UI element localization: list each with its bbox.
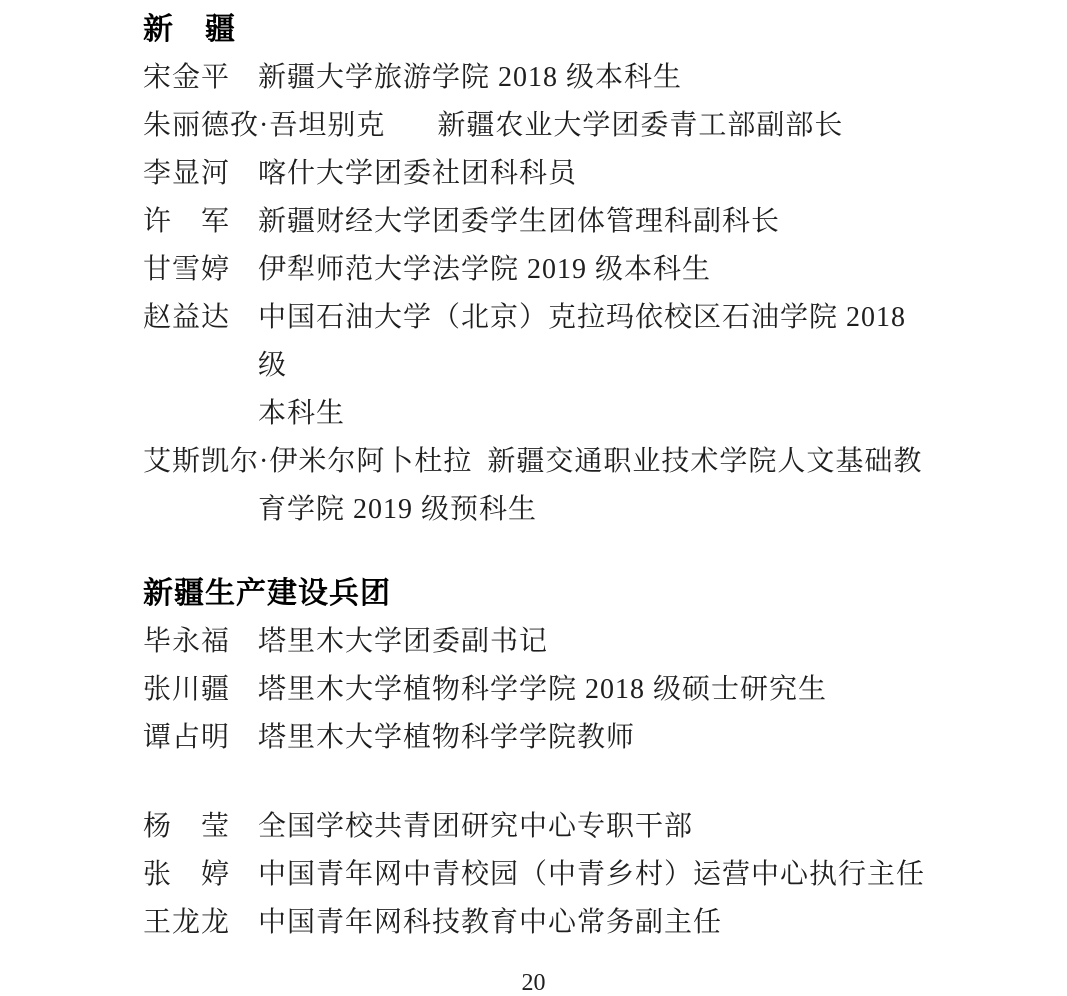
person-affiliation: 新疆财经大学团委学生团体管理科副科长: [258, 206, 781, 237]
roster-entry: [143, 150, 942, 198]
name-affiliation-gap: [385, 133, 437, 134]
person-name: 王龙龙: [143, 907, 231, 938]
person-name: 宋金平: [143, 62, 231, 93]
person-name: 张 婷: [143, 859, 231, 890]
person-name: 李显河: [143, 158, 231, 189]
section-header: 新疆生产建设兵团: [143, 577, 391, 610]
person-affiliation: 新疆交通职业技术学院人文基础教 育学院 2019 级预科生: [258, 446, 923, 525]
person-affiliation: 中国青年网科技教育中心常务副主任: [258, 907, 723, 938]
person-affiliation: 塔里木大学团委副书记: [258, 626, 549, 657]
roster-entry: [143, 803, 942, 851]
person-name: 艾斯凯尔·伊米尔阿卜杜拉: [143, 446, 473, 477]
person-affiliation: 新疆大学旅游学院 2018 级本科生: [258, 62, 683, 93]
name-affiliation-gap: [472, 469, 487, 470]
roster-section: [143, 570, 942, 762]
roster-entry: [143, 666, 942, 714]
section-entries: [143, 54, 942, 534]
roster-section: [143, 6, 942, 534]
person-affiliation: 中国石油大学（北京）克拉玛依校区石油学院 2018 级 本科生: [258, 302, 907, 429]
person-affiliation: 塔里木大学植物科学学院教师: [258, 722, 636, 753]
person-name: 赵益达: [143, 302, 231, 333]
person-name: 谭占明: [143, 722, 231, 753]
person-name: 毕永福: [143, 626, 231, 657]
section-header: 新 疆: [143, 13, 236, 46]
page-number: 20: [521, 970, 546, 996]
person-name: 朱丽德孜·吾坦别克: [143, 110, 386, 141]
roster-sections: [143, 6, 942, 947]
person-affiliation: 全国学校共青团研究中心专职干部: [258, 811, 694, 842]
section-entries: [143, 618, 942, 762]
section-entries: [143, 803, 942, 947]
roster-entry: [143, 438, 942, 534]
roster-entry: [143, 714, 942, 762]
roster-entry: [143, 54, 942, 102]
roster-entry: [143, 618, 942, 666]
roster-entry: [143, 102, 942, 150]
person-affiliation: 伊犁师范大学法学院 2019 级本科生: [258, 254, 712, 285]
person-name: 杨 莹: [143, 811, 231, 842]
roster-entry: [143, 294, 942, 438]
roster-section: [143, 803, 942, 947]
person-affiliation: 塔里木大学植物科学学院 2018 级硕士研究生: [258, 674, 828, 705]
roster-entry: [143, 198, 942, 246]
roster-entry: [143, 899, 942, 947]
roster-entry: [143, 246, 942, 294]
person-name: 许 军: [143, 206, 231, 237]
person-affiliation: 中国青年网中青校园（中青乡村）运营中心执行主任: [258, 859, 926, 890]
roster-entry: [143, 851, 942, 899]
person-affiliation: 喀什大学团委社团科科员: [258, 158, 578, 189]
person-name: 张川疆: [143, 674, 231, 705]
person-affiliation: 新疆农业大学团委青工部副部长: [437, 110, 844, 141]
person-name: 甘雪婷: [143, 254, 231, 285]
